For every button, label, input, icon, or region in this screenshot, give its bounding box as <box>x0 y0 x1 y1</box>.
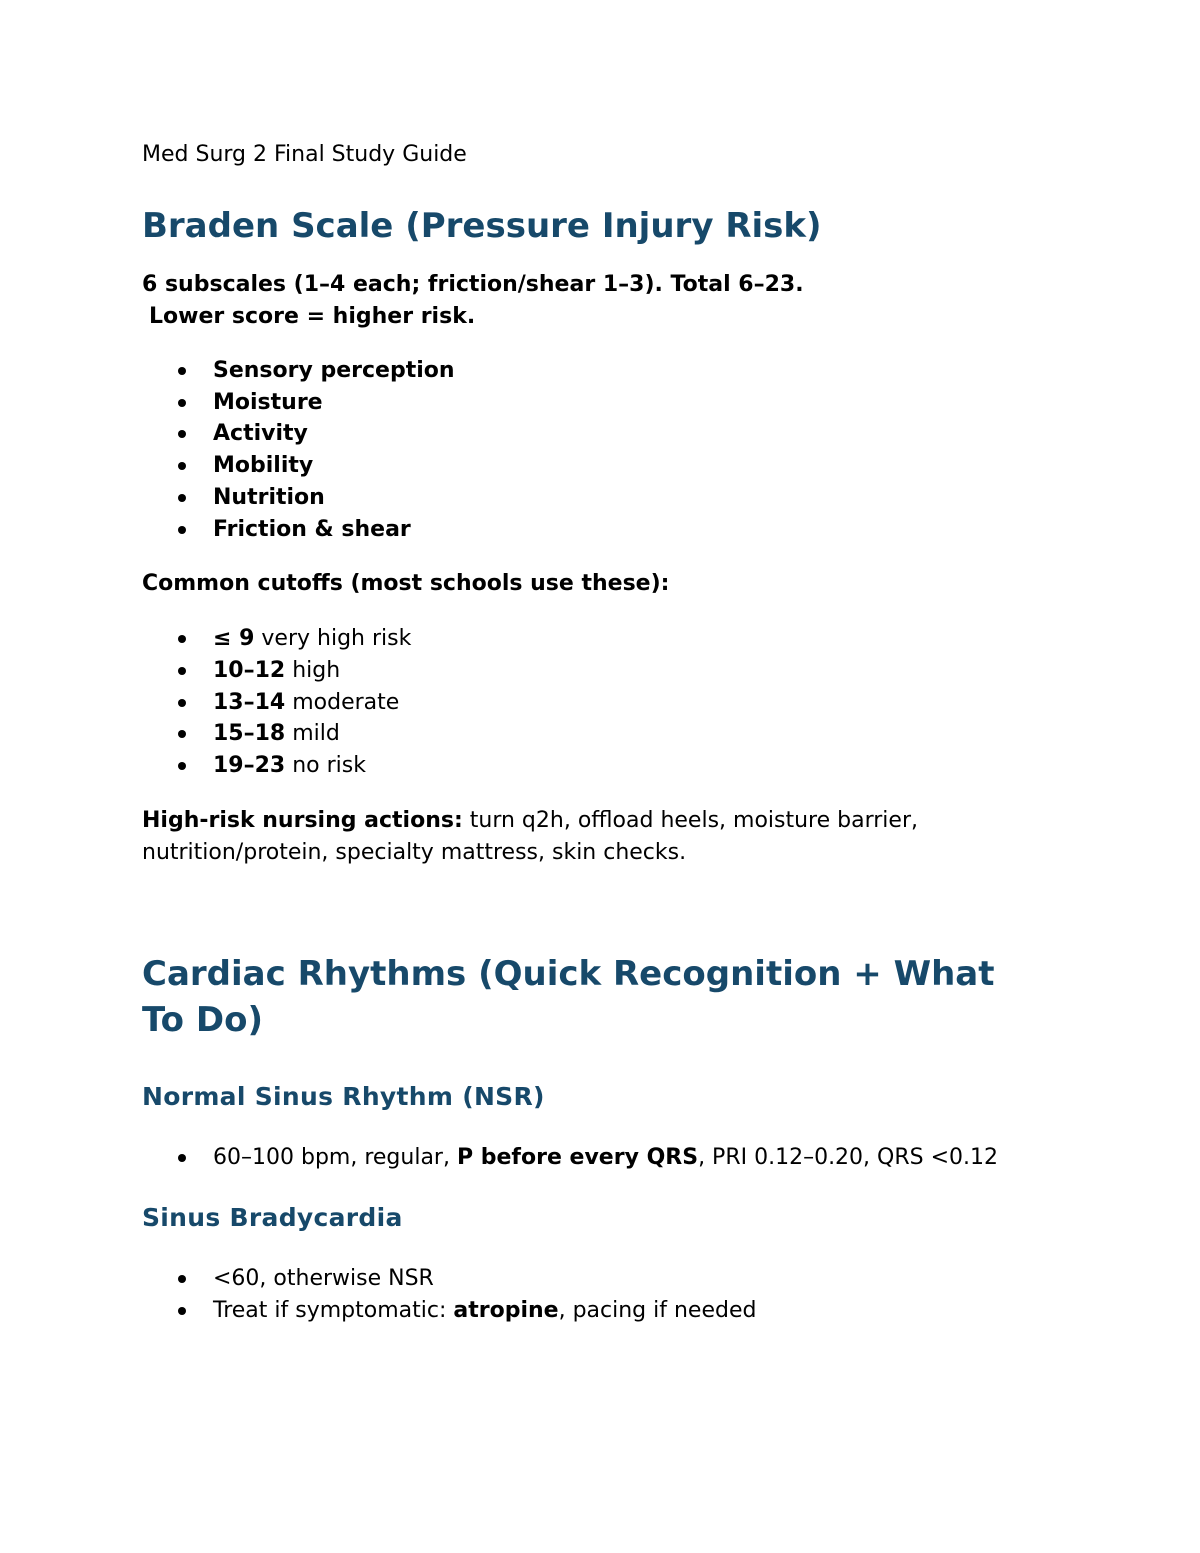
bullet-icon <box>178 462 186 470</box>
bullet-icon <box>178 635 186 643</box>
list-item: Friction & shear <box>142 514 1082 546</box>
list-item: 10–12 high <box>142 655 1082 687</box>
bullet-icon <box>178 1275 186 1283</box>
list-item: 13–14 moderate <box>142 687 1082 719</box>
list-item: Mobility <box>142 450 1082 482</box>
list-item: ≤ 9 very high risk <box>142 623 1082 655</box>
bullet-icon <box>178 1154 186 1162</box>
list-item: <60, otherwise NSR <box>142 1263 1082 1295</box>
brady-heading: Sinus Bradycardia <box>142 1203 403 1233</box>
bullet-icon <box>178 526 186 534</box>
document-page <box>142 138 1082 1327</box>
bullet-icon <box>178 730 186 738</box>
document-title: Med Surg 2 Final Study Guide <box>142 142 467 167</box>
braden-intro-line2: Lower score = higher risk. <box>149 304 476 329</box>
high-risk-actions: High-risk nursing actions: turn q2h, offload heels, moisture barrier, nutrition/protein, specialty mattress, skin checks. <box>142 807 918 865</box>
bullet-icon <box>178 1307 186 1315</box>
bullet-icon <box>178 762 186 770</box>
list-item: 15–18 mild <box>142 718 1082 750</box>
bullet-icon <box>178 667 186 675</box>
list-item: Treat if symptomatic: atropine, pacing if needed <box>142 1295 1082 1327</box>
bullet-icon <box>178 430 186 438</box>
bullet-icon <box>178 367 186 375</box>
cutoff-list <box>142 623 1082 782</box>
brady-list <box>142 1263 1082 1326</box>
list-item: 60–100 bpm, regular, P before every QRS, PRI 0.12–0.20, QRS <0.12 <box>142 1142 1082 1174</box>
bullet-icon <box>178 699 186 707</box>
nsr-heading: Normal Sinus Rhythm (NSR) <box>142 1081 545 1111</box>
list-item: Nutrition <box>142 482 1082 514</box>
cutoffs-label: Common cutoffs (most schools use these): <box>142 571 670 597</box>
braden-subscale-list <box>142 355 1082 545</box>
braden-intro-line1: 6 subscales (1–4 each; friction/shear 1–3). Total 6–23. <box>142 272 804 297</box>
bullet-icon <box>178 399 186 407</box>
braden-heading: Braden Scale (Pressure Injury Risk) <box>142 206 822 246</box>
list-item: Activity <box>142 418 1082 450</box>
list-item: 19–23 no risk <box>142 750 1082 782</box>
list-item: Sensory perception <box>142 355 1082 387</box>
list-item: Moisture <box>142 387 1082 419</box>
cardiac-heading: Cardiac Rhythms (Quick Recognition + What To Do) <box>142 953 995 1040</box>
nsr-list <box>142 1142 1082 1174</box>
bullet-icon <box>178 494 186 502</box>
